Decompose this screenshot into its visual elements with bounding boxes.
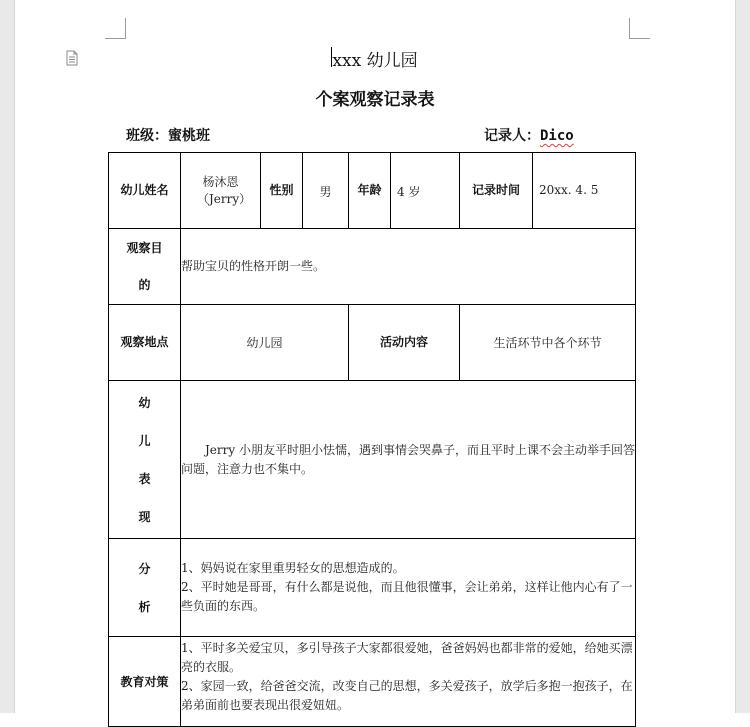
analysis-label: 分析 [109, 539, 181, 637]
recorder-line [484, 125, 574, 145]
kindergarten-title: xxx 幼儿园 [332, 51, 418, 71]
purpose-label: 观察目的 [109, 229, 181, 305]
class-value: 蜜桃班 [168, 128, 210, 144]
crop-mark-top-left [105, 18, 126, 39]
measures-content[interactable] [181, 637, 636, 727]
performance-value[interactable]: Jerry 小朋友平时胆小怯懦，遇到事情会哭鼻子，而且平时上课不会主动举手回答问题，注意力也不集中。 [181, 381, 636, 539]
activity-value[interactable]: 生活环节中各个环节 [460, 305, 636, 381]
table-row [109, 153, 636, 229]
measures-item: 2、家园一致，给爸爸交流，改变自己的思想，多关爱孩子，放学后多抱一抱孩子，在弟弟面前也要表现出很爱妞妞。 [181, 679, 633, 712]
table-row [109, 539, 636, 637]
class-label: 班级： [126, 128, 168, 144]
age-value[interactable]: 4 岁 [391, 153, 460, 229]
record-time-label: 记录时间 [460, 153, 533, 229]
record-time-value[interactable]: 20xx. 4. 5 [533, 153, 636, 229]
observation-table [108, 152, 636, 727]
performance-label: 幼儿表现 [109, 381, 181, 539]
form-title: 个案观察记录表 [315, 90, 435, 110]
purpose-value[interactable]: 帮助宝贝的性格开朗一些。 [181, 229, 636, 305]
location-value[interactable]: 幼儿园 [181, 305, 349, 381]
table-row [109, 305, 636, 381]
recorder-name: Dico [540, 128, 574, 144]
table-row [109, 381, 636, 539]
age-label: 年龄 [349, 153, 391, 229]
analysis-content[interactable] [181, 539, 636, 637]
location-label: 观察地点 [109, 305, 181, 381]
child-name-label: 幼儿姓名 [109, 153, 181, 229]
table-row [109, 637, 636, 727]
activity-label: 活动内容 [349, 305, 460, 381]
class-line [126, 125, 210, 145]
measures-label: 教育对策 [109, 637, 181, 727]
table-row [109, 229, 636, 305]
gender-label: 性别 [261, 153, 303, 229]
measures-item: 1、平时多关爱宝贝，多引导孩子大家都很爱她，爸爸妈妈也都非常的爱她，给她买漂亮的衣服。 [181, 641, 633, 674]
recorder-label: 记录人： [484, 128, 540, 144]
gender-value[interactable]: 男 [303, 153, 349, 229]
analysis-item: 1、妈妈说在家里重男轻女的思想造成的。 [181, 561, 405, 575]
crop-mark-top-right [629, 18, 650, 39]
analysis-item: 2、平时她是哥哥，有什么都是说他，而且他很懂事，会让弟弟，这样让他内心有了一些负面的东西。 [181, 580, 633, 613]
child-name-value[interactable]: 杨沐恩（Jerry） [181, 153, 261, 229]
